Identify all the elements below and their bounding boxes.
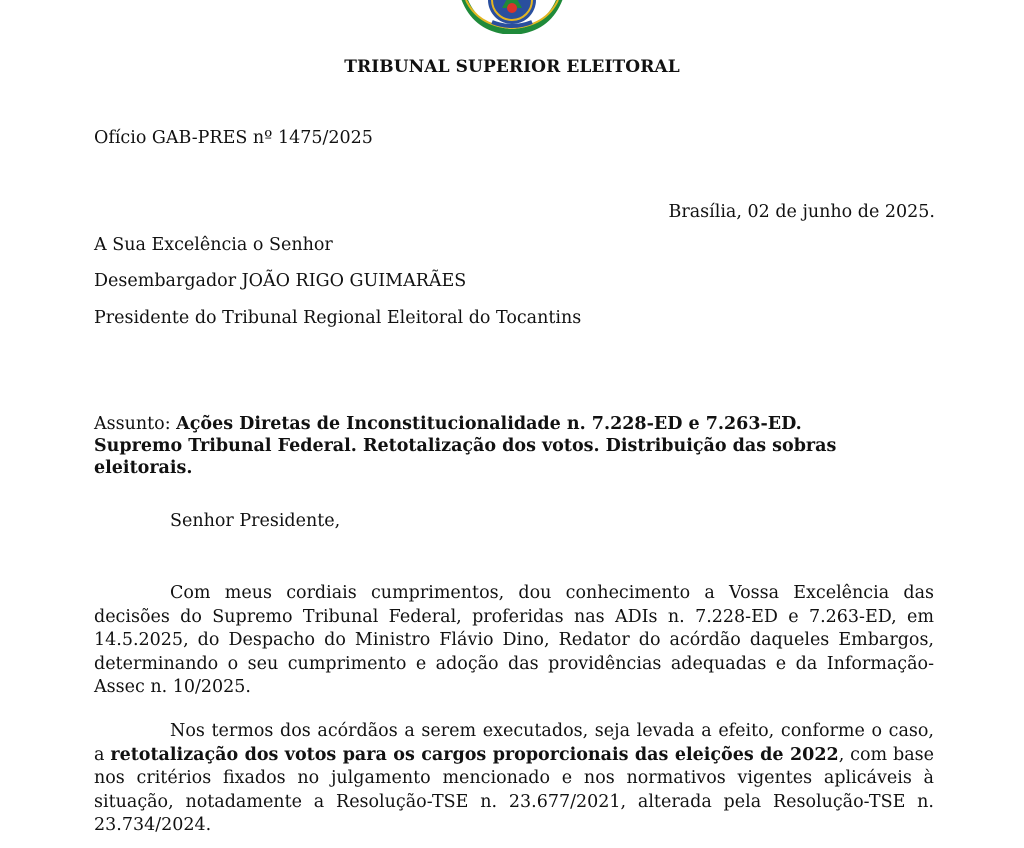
- paragraph-2-emphasis: retotalização dos votos para os cargos proporcionais das eleições de 2022: [110, 744, 839, 765]
- recipient-line-3: Presidente do Tribunal Regional Eleitoral do Tocantins: [94, 308, 582, 328]
- subject-label: Assunto:: [94, 414, 177, 434]
- recipient-line-2: Desembargador JOÃO RIGO GUIMARÃES: [94, 271, 467, 291]
- subject-text: Ações Diretas de Inconstitucionalidade n. 7.228-ED e 7.263-ED. Supremo Tribunal Federal. Retotalização dos votos. Distribuição das sobras eleitorais.: [94, 414, 837, 478]
- paragraph-2-part-2: , com base nos critérios fixados no julgamento mencionado e nos normativos vigentes aplicáveis à situação, notadamente a Resolução-TSE n. 23.677/2021, alterada pela Resolução-TSE n. 23.734/2024.: [94, 744, 934, 835]
- paragraph-2-part-1: Nos termos dos acórdãos a serem executados, seja levada a efeito, conforme o caso, a: [94, 721, 934, 765]
- recipient-line-1: A Sua Excelência o Senhor: [94, 235, 333, 255]
- letter-reference: Ofício GAB-PRES nº 1475/2025: [94, 128, 373, 148]
- organization-title: TRIBUNAL SUPERIOR ELEITORAL: [344, 57, 680, 77]
- subject-block: [94, 413, 884, 479]
- body-paragraph-1: Com meus cordiais cumprimentos, dou conhecimento a Vossa Excelência das decisões do Supremo Tribunal Federal, proferidas nas ADIs n. 7.228-ED e 7.263-ED, em 14.5.2025, do Despacho do Ministro Flávio Dino, Redator do acórdão daqueles Embargos, determinando o seu cumprimento e adoção das providências adequadas e da Informação-Assec n. 10/2025.: [94, 583, 934, 697]
- coat-of-arms-emblem: [456, 0, 568, 34]
- salutation: Senhor Presidente,: [170, 511, 341, 531]
- place-date: Brasília, 02 de junho de 2025.: [668, 202, 935, 222]
- body-paragraph-2: [94, 720, 934, 838]
